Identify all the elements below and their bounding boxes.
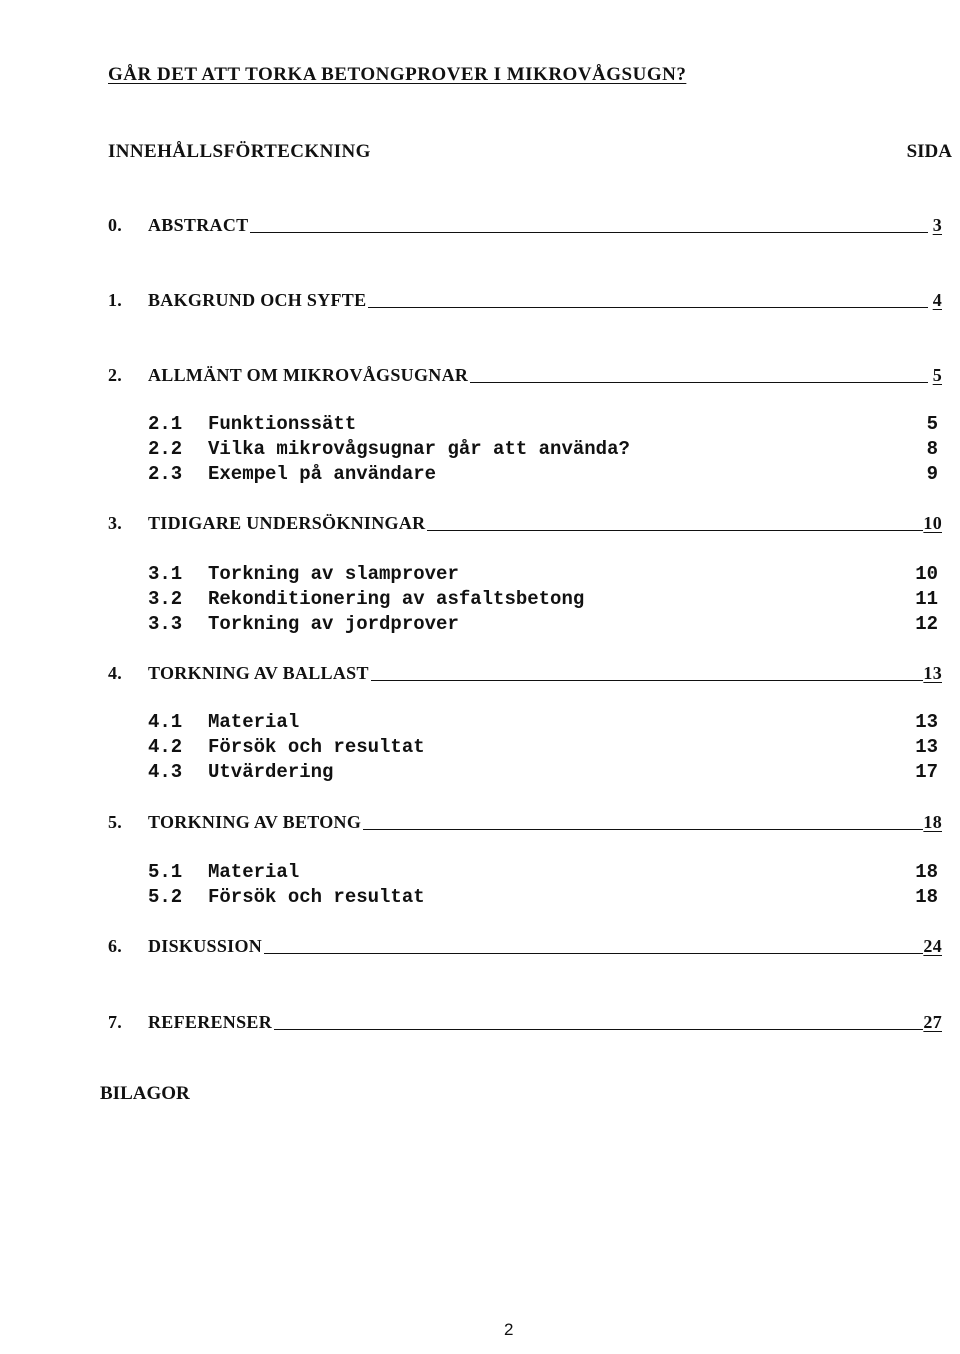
toc-section-label: DISKUSSION xyxy=(148,936,263,956)
toc-subsection-number: 4.3 xyxy=(148,761,183,783)
toc-section-label: ABSTRACT xyxy=(148,215,249,235)
toc-leader-line xyxy=(371,680,924,681)
toc-leader-line xyxy=(368,307,928,308)
toc-section-page: 13 xyxy=(923,663,942,683)
toc-subsection-number: 4.2 xyxy=(148,736,183,758)
toc-subsection-number: 4.1 xyxy=(148,711,183,733)
toc-subsection-page: 13 xyxy=(915,736,938,758)
toc-section-7[interactable] xyxy=(108,1009,942,1033)
toc-subsection-page: 18 xyxy=(915,861,938,883)
toc-subsection-number: 2.3 xyxy=(148,463,183,485)
appendix-heading[interactable]: BILAGOR xyxy=(100,1083,190,1104)
toc-section-number: 2. xyxy=(108,365,123,385)
toc-subsection-label: Försök och resultat xyxy=(208,886,425,908)
toc-section-label: REFERENSER xyxy=(148,1012,273,1032)
toc-subsection-label: Rekonditionering av asfaltsbetong xyxy=(208,588,585,610)
toc-section-number: 0. xyxy=(108,215,123,235)
toc-subsection-number: 2.2 xyxy=(148,438,183,460)
toc-section-label: TORKNING AV BALLAST xyxy=(148,663,369,683)
toc-section-6[interactable] xyxy=(108,933,942,957)
toc-subsection-label: Torkning av slamprover xyxy=(208,563,459,585)
toc-leader-line xyxy=(250,232,928,233)
toc-heading: INNEHÅLLSFÖRTECKNING xyxy=(108,141,371,162)
toc-subsection-5-1[interactable] xyxy=(148,859,938,883)
toc-section-label: TORKNING AV BETONG xyxy=(148,812,362,832)
toc-subsection-3-2[interactable] xyxy=(148,586,938,610)
toc-section-label: TIDIGARE UNDERSÖKNINGAR xyxy=(148,513,426,533)
toc-section-number: 6. xyxy=(108,936,123,956)
toc-subsection-label: Vilka mikrovågsugnar går att använda? xyxy=(208,438,630,460)
page-column-label: SIDA xyxy=(906,141,952,162)
toc-subsection-number: 2.1 xyxy=(148,413,183,435)
toc-section-page: 4 xyxy=(932,290,942,310)
toc-subsection-number: 3.1 xyxy=(148,563,183,585)
toc-subsection-number: 5.1 xyxy=(148,861,183,883)
toc-section-number: 5. xyxy=(108,812,123,832)
toc-subsection-label: Funktionssätt xyxy=(208,413,357,435)
toc-section-3[interactable] xyxy=(108,510,942,534)
toc-subsection-5-2[interactable] xyxy=(148,884,938,908)
toc-subsection-page: 8 xyxy=(926,438,938,460)
toc-section-number: 3. xyxy=(108,513,123,533)
toc-subsection-page: 12 xyxy=(915,613,938,635)
toc-subsection-4-3[interactable] xyxy=(148,759,938,783)
toc-subsection-2-2[interactable] xyxy=(148,436,938,460)
toc-subsection-label: Exempel på användare xyxy=(208,463,437,485)
toc-subsection-label: Material xyxy=(208,861,300,883)
toc-subsection-4-2[interactable] xyxy=(148,734,938,758)
document-title: GÅR DET ATT TORKA BETONGPROVER I MIKROVÅGSUGN? xyxy=(108,64,687,85)
toc-section-4[interactable] xyxy=(108,660,942,684)
toc-subsection-page: 17 xyxy=(915,761,938,783)
toc-subsection-3-1[interactable] xyxy=(148,561,938,585)
toc-subsection-label: Material xyxy=(208,711,300,733)
toc-subsection-page: 10 xyxy=(915,563,938,585)
toc-section-label: ALLMÄNT OM MIKROVÅGSUGNAR xyxy=(148,365,469,385)
toc-section-page: 5 xyxy=(932,365,942,385)
toc-subsection-2-1[interactable] xyxy=(148,411,938,435)
toc-leader-line xyxy=(470,382,928,383)
toc-leader-line xyxy=(427,530,923,531)
toc-subsection-label: Försök och resultat xyxy=(208,736,425,758)
toc-subsection-page: 13 xyxy=(915,711,938,733)
toc-section-label: BAKGRUND OCH SYFTE xyxy=(148,290,367,310)
toc-section-number: 1. xyxy=(108,290,123,310)
toc-section-page: 27 xyxy=(923,1012,942,1032)
toc-subsection-page: 11 xyxy=(915,588,938,610)
toc-subsection-page: 9 xyxy=(926,463,938,485)
toc-leader-line xyxy=(363,829,923,830)
toc-subsection-number: 3.2 xyxy=(148,588,183,610)
toc-leader-line xyxy=(264,953,923,954)
toc-section-5[interactable] xyxy=(108,809,942,833)
toc-section-number: 7. xyxy=(108,1012,123,1032)
toc-subsection-number: 3.3 xyxy=(148,613,183,635)
toc-subsection-3-3[interactable] xyxy=(148,611,938,635)
toc-subsection-4-1[interactable] xyxy=(148,709,938,733)
toc-leader-line xyxy=(274,1029,923,1030)
toc-section-page: 10 xyxy=(923,513,942,533)
toc-subsection-page: 18 xyxy=(915,886,938,908)
toc-subsection-label: Utvärdering xyxy=(208,761,334,783)
toc-subsection-page: 5 xyxy=(926,413,938,435)
toc-subsection-label: Torkning av jordprover xyxy=(208,613,459,635)
toc-section-page: 24 xyxy=(923,936,942,956)
toc-section-2[interactable] xyxy=(108,362,942,386)
page-number: 2 xyxy=(504,1320,514,1339)
toc-subsection-number: 5.2 xyxy=(148,886,183,908)
toc-section-page: 3 xyxy=(932,215,942,235)
toc-section-0[interactable] xyxy=(108,212,942,236)
toc-subsection-2-3[interactable] xyxy=(148,461,938,485)
toc-section-page: 18 xyxy=(923,812,942,832)
toc-section-1[interactable] xyxy=(108,287,942,311)
toc-section-number: 4. xyxy=(108,663,123,683)
